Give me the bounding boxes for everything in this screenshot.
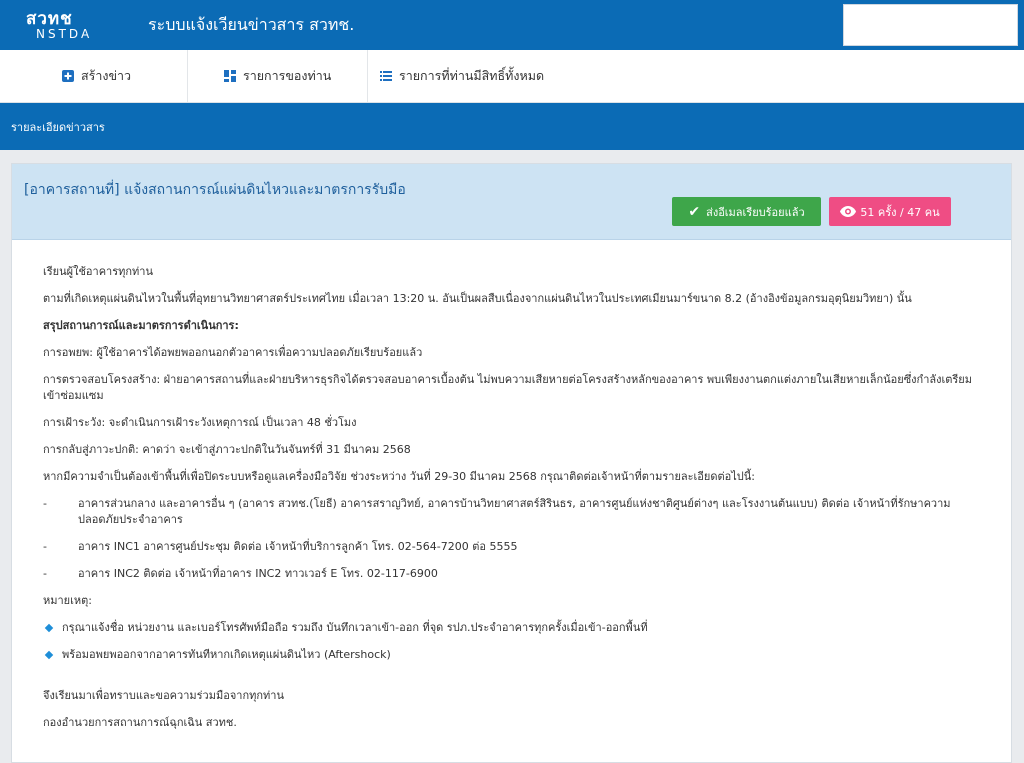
nav-create-label: สร้างข่าว bbox=[81, 68, 132, 83]
dash-marker: - bbox=[43, 567, 47, 580]
monitoring-text: การเฝ้าระวัง: จะดำเนินการเฝ้าระวังเหตุการณ์ เป็นเวลา 48 ชั่วโมง bbox=[43, 416, 357, 429]
diamond-bullet-icon bbox=[45, 651, 53, 659]
section-title-bar bbox=[0, 103, 1024, 150]
spacer bbox=[43, 674, 983, 688]
nav-mine-label: รายการของท่าน bbox=[243, 68, 332, 83]
contact-text: อาคาร INC2 ติดต่อ เจ้าหน้าที่อาคาร INC2 ทาวเวอร์ E โทร. 02-117-6900 bbox=[78, 567, 438, 580]
contact-intro: หากมีความจำเป็นต้องเข้าพื้นที่เพื่อปิดระบบหรือดูแลเครื่องมือวิจัย ช่วงระหว่าง วันที่ 29-30 มีนาคม 2568 กรุณาติดต่อเจ้าหน้าที่ตามรายละเอียดต่อไปนี้: bbox=[43, 470, 755, 483]
diamond-bullet-icon bbox=[45, 624, 53, 632]
contact-text: อาคารส่วนกลาง และอาคารอื่น ๆ (อาคาร สวทช.(โยธี) อาคารสราญวิทย์, อาคารบ้านวิทยาศาสตร์สิรินธร, อาคารศูนย์แห่งชาติศูนย์ต่างๆ และโรงงานต้นแบบ) ติดต่อ เจ้าหน้าที่รักษาความปลอดภัยประจำอาคาร bbox=[78, 497, 951, 526]
note-text: กรุณาแจ้งชื่อ หน่วยงาน และเบอร์โทรศัพท์มือถือ รวมถึง บันทึกเวลาเข้า-ออก ที่จุด รปภ.ประจำอาคารทุกครั้งเมื่อเข้า-ออกพื้นที่ bbox=[62, 621, 648, 634]
summary-heading: สรุปสถานการณ์และมาตรการดำเนินการ: bbox=[43, 319, 239, 332]
nav-my-items[interactable] bbox=[188, 50, 368, 102]
email-sent-button[interactable] bbox=[672, 197, 821, 226]
check-icon: ✔ bbox=[688, 203, 701, 220]
signature-text: กองอำนวยการสถานการณ์ฉุกเฉิน สวทช. bbox=[43, 716, 237, 729]
evacuation-text: การอพยพ: ผู้ใช้อาคารได้อพยพออกนอกตัวอาคารเพื่อความปลอดภัยเรียบร้อยแล้ว bbox=[43, 346, 423, 359]
greeting: เรียนผู้ใช้อาคารทุกท่าน bbox=[43, 265, 153, 278]
contact-item bbox=[43, 539, 983, 555]
closing-text: จึงเรียนมาเพื่อทราบและขอความร่วมมือจากทุกท่าน bbox=[43, 689, 284, 702]
dashboard-icon bbox=[224, 70, 236, 82]
nav-all-label: รายการที่ท่านมีสิทธิ์ทั้งหมด bbox=[399, 68, 545, 83]
dash-marker: - bbox=[43, 540, 47, 553]
note-text: พร้อมอพยพออกจากอาคารทันทีหากเกิดเหตุแผ่นดินไหว (Aftershock) bbox=[62, 648, 391, 661]
recovery-text: การกลับสู่ภาวะปกติ: คาดว่า จะเข้าสู่ภาวะปกติในวันจันทร์ที่ 31 มีนาคม 2568 bbox=[43, 443, 411, 456]
plus-square-icon bbox=[62, 70, 74, 82]
news-body bbox=[12, 240, 1011, 731]
intro-paragraph: ตามที่เกิดเหตุแผ่นดินไหวในพื้นที่อุทยานวิทยาศาสตร์ประเทศไทย เมื่อเวลา 13:20 น. อันเป็นผลสืบเนื่องจากแผ่นดินไหวในประเทศเมียนมาร์ขนาด 8.2 (อ้างอิงข้อมูลกรมอุตุนิยมวิทยา) นั้น bbox=[43, 292, 912, 305]
nstda-logo[interactable] bbox=[26, 5, 108, 45]
news-title: [อาคารสถานที่] แจ้งสถานการณ์แผ่นดินไหวและมาตรการรับมือ bbox=[24, 182, 406, 198]
notes-heading: หมายเหตุ: bbox=[43, 594, 92, 607]
news-detail-card bbox=[11, 163, 1012, 763]
card-header bbox=[12, 164, 1011, 240]
view-count-label: 51 ครั้ง / 47 คน bbox=[860, 205, 940, 219]
app-title: ระบบแจ้งเวียนข่าวสาร สวทช. bbox=[148, 14, 355, 34]
main-nav bbox=[0, 50, 1024, 103]
user-box[interactable] bbox=[843, 4, 1018, 46]
logo-thai: สวทช bbox=[26, 8, 73, 29]
view-count-button[interactable] bbox=[829, 197, 951, 226]
note-item bbox=[43, 647, 983, 663]
dash-marker: - bbox=[43, 497, 47, 510]
eye-icon bbox=[840, 206, 856, 217]
contact-item bbox=[43, 566, 983, 582]
nav-all-items[interactable] bbox=[368, 50, 668, 102]
contact-text: อาคาร INC1 อาคารศูนย์ประชุม ติดต่อ เจ้าหน้าที่บริการลูกค้า โทร. 02-564-7200 ต่อ 5555 bbox=[78, 540, 518, 553]
top-header bbox=[0, 0, 1024, 50]
note-item bbox=[43, 620, 983, 636]
list-icon bbox=[380, 71, 392, 81]
email-sent-label: ส่งอีเมลเรียบร้อยแล้ว bbox=[706, 205, 805, 219]
logo-english: NSTDA bbox=[36, 26, 93, 41]
contact-item bbox=[43, 496, 983, 528]
nav-create-news[interactable] bbox=[0, 50, 188, 102]
section-title: รายละเอียดข่าวสาร bbox=[11, 120, 105, 134]
inspection-text: การตรวจสอบโครงสร้าง: ฝ่ายอาคารสถานที่และฝ่ายบริหารธุรกิจได้ตรวจสอบอาคารเบื้องต้น ไม่พบความเสียหายต่อโครงสร้างหลักของอาคาร พบเพียงงานตกแต่งภายในเสียหายเล็กน้อยซึ่งกำลังเตรียมเข้าซ่อมแซม bbox=[43, 373, 973, 402]
